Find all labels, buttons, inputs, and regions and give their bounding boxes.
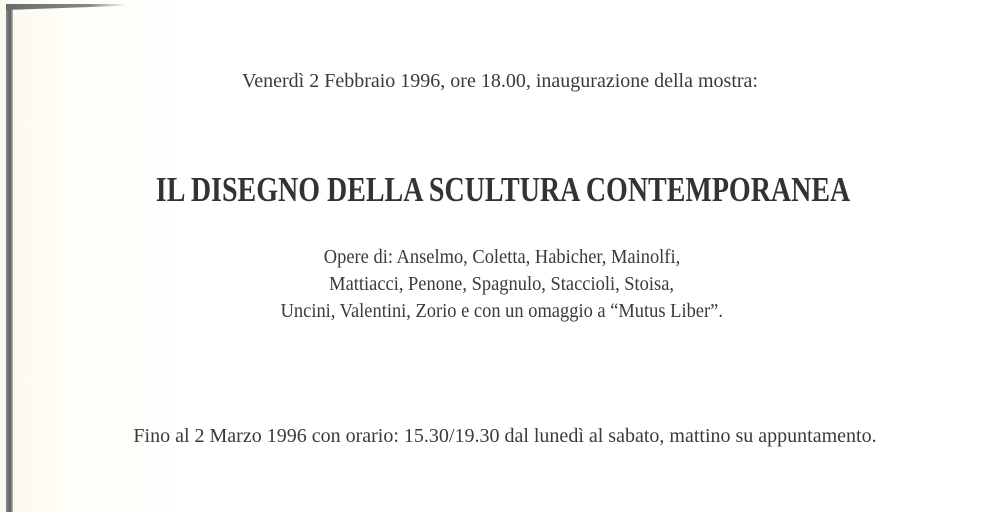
opening-line: Venerdì 2 Febbraio 1996, ore 18.00, inaugurazione della mostra:: [242, 70, 758, 92]
page-edge-shadow-top: [6, 4, 126, 10]
artists-line: Uncini, Valentini, Zorio e con un omaggio a “Mutus Liber”.: [280, 300, 724, 322]
artists-list: [2, 244, 1000, 325]
artists-line: Opere di: Anselmo, Coletta, Habicher, Mainolfi,: [323, 246, 681, 268]
artists-line: Mattiacci, Penone, Spagnulo, Staccioli, Stoisa,: [329, 273, 675, 295]
exhibition-title: [3, 170, 1000, 210]
schedule-line: Fino al 2 Marzo 1996 con orario: 15.30/19.30 dal lunedì al sabato, mattino su appuntamento.: [133, 425, 877, 447]
exhibition-title-text: IL DISEGNO DELLA SCULTURA CONTEMPORANEA: [155, 170, 851, 209]
